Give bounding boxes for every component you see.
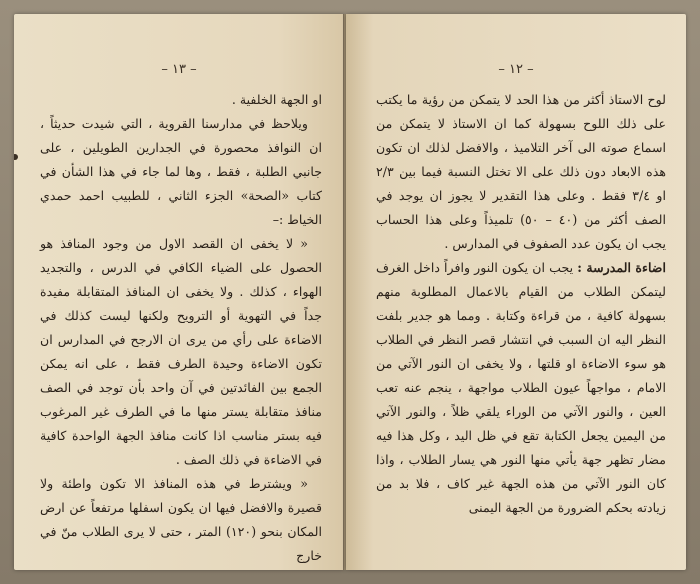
left-paragraph: او الجهة الخلفية .	[231, 92, 322, 107]
section-heading: اضاءة المدرسة :	[577, 260, 666, 275]
left-page	[14, 14, 344, 570]
left-paragraph: « لا يخفى ان القصد الاول من وجود المنافذ هو الحصول على الضياء الكافي في الدرس ، والتجديد الهواء ، كذلك . ولا يخفى ان المنافذ المتقابلة مفيدة جداً في التهوية أو الترويح ولكنها ليست كذلك في الاضاءة على رأي من يرى ان الارجح في المدارس ان تكون الاضاءة وحيدة الطرف فقط ، على انه يمكن الجمع بين الفائدتين في آن واحد بأن توجد في الصف منافذ متقابلة يستر منها ما في الطرف غير المرغوب فيه بستر مناسب اذا كانت منافذ الجهة الواحدة كافية في الاضاءة في ذلك الصف .	[40, 236, 322, 467]
right-paragraph: يجب ان يكون النور وافراً داخل الغرف ليتمكن الطلاب من القيام بالاعمال المطلوبة منهم بسهولة كافية ، من قراءة وكتابة . ومما هو جدير بلفت النظر اليه ان السبب في انتشار قصر النظر في الطلاب هو سوء الاضاءة او قلتها ، ولا يخفى ان النور الآتي من الامام ، مواجهاً عيون الطلاب مواجهة ، ينجم عنه تعب العين ، والنور الآتي من الوراء يلقي ظلاً ، والنور الآتي من اليمين يجعل الكتابة تقع في ظل اليد ، وكل هذا فيه مضار تظهر جهة يأتي منها النور هي يسار الطلاب ، واذا كان النور الآتي من هذه الجهة غير كاف ، فلا بد من زيادته بحكم الضرورة من الجهة اليمنى	[376, 260, 666, 515]
right-page	[346, 14, 686, 570]
right-page-text	[376, 88, 666, 520]
left-page-number: – ١٣ –	[161, 62, 197, 77]
left-paragraph: « ويشترط في هذه المنافذ الا تكون واطئة ولا قصيرة والافضل فيها ان يكون اسفلها مرتفعاً عن ارض المكان بنحو (١٢٠) المتر ، حتى لا يرى الطلاب منّ في خارج	[40, 476, 322, 563]
right-paragraph-section	[376, 256, 666, 520]
right-page-number: – ١٢ –	[498, 62, 534, 77]
binding-rivet	[14, 154, 18, 160]
left-page-text	[40, 88, 322, 568]
left-paragraph: ويلاحظ في مدارسنا القروية ، التي شيدت حديثاً ، ان النوافذ محصورة في الجدارين الطويلين ، على جانبي الطلبة ، فقط ، وها لما جاء في هذا الشأن في كتاب «الصحة» الجزء الثاني ، للطبيب احمد حمدي الخياط :–	[40, 116, 322, 227]
right-paragraph: لوح الاستاذ أكثر من هذا الحد لا يتمكن من رؤية ما يكتب على ذلك اللوح بسهولة كما ان الاستاذ لا يتمكن من اسماع صوته الى آخر التلاميذ ، والافضل لذلك ان تكون هذه الابعاد دون ذلك على الا تختل النسبة فيما بين ٢/٣ او ٣/٤ فقط . وعلى هذا التقدير لا يجوز ان يوجد في الصف أكثر من (٤٠ – ٥٠) تلميذاً وعلى هذا الحساب يجب ان يكون عدد الصفوف في المدارس .	[376, 92, 666, 251]
